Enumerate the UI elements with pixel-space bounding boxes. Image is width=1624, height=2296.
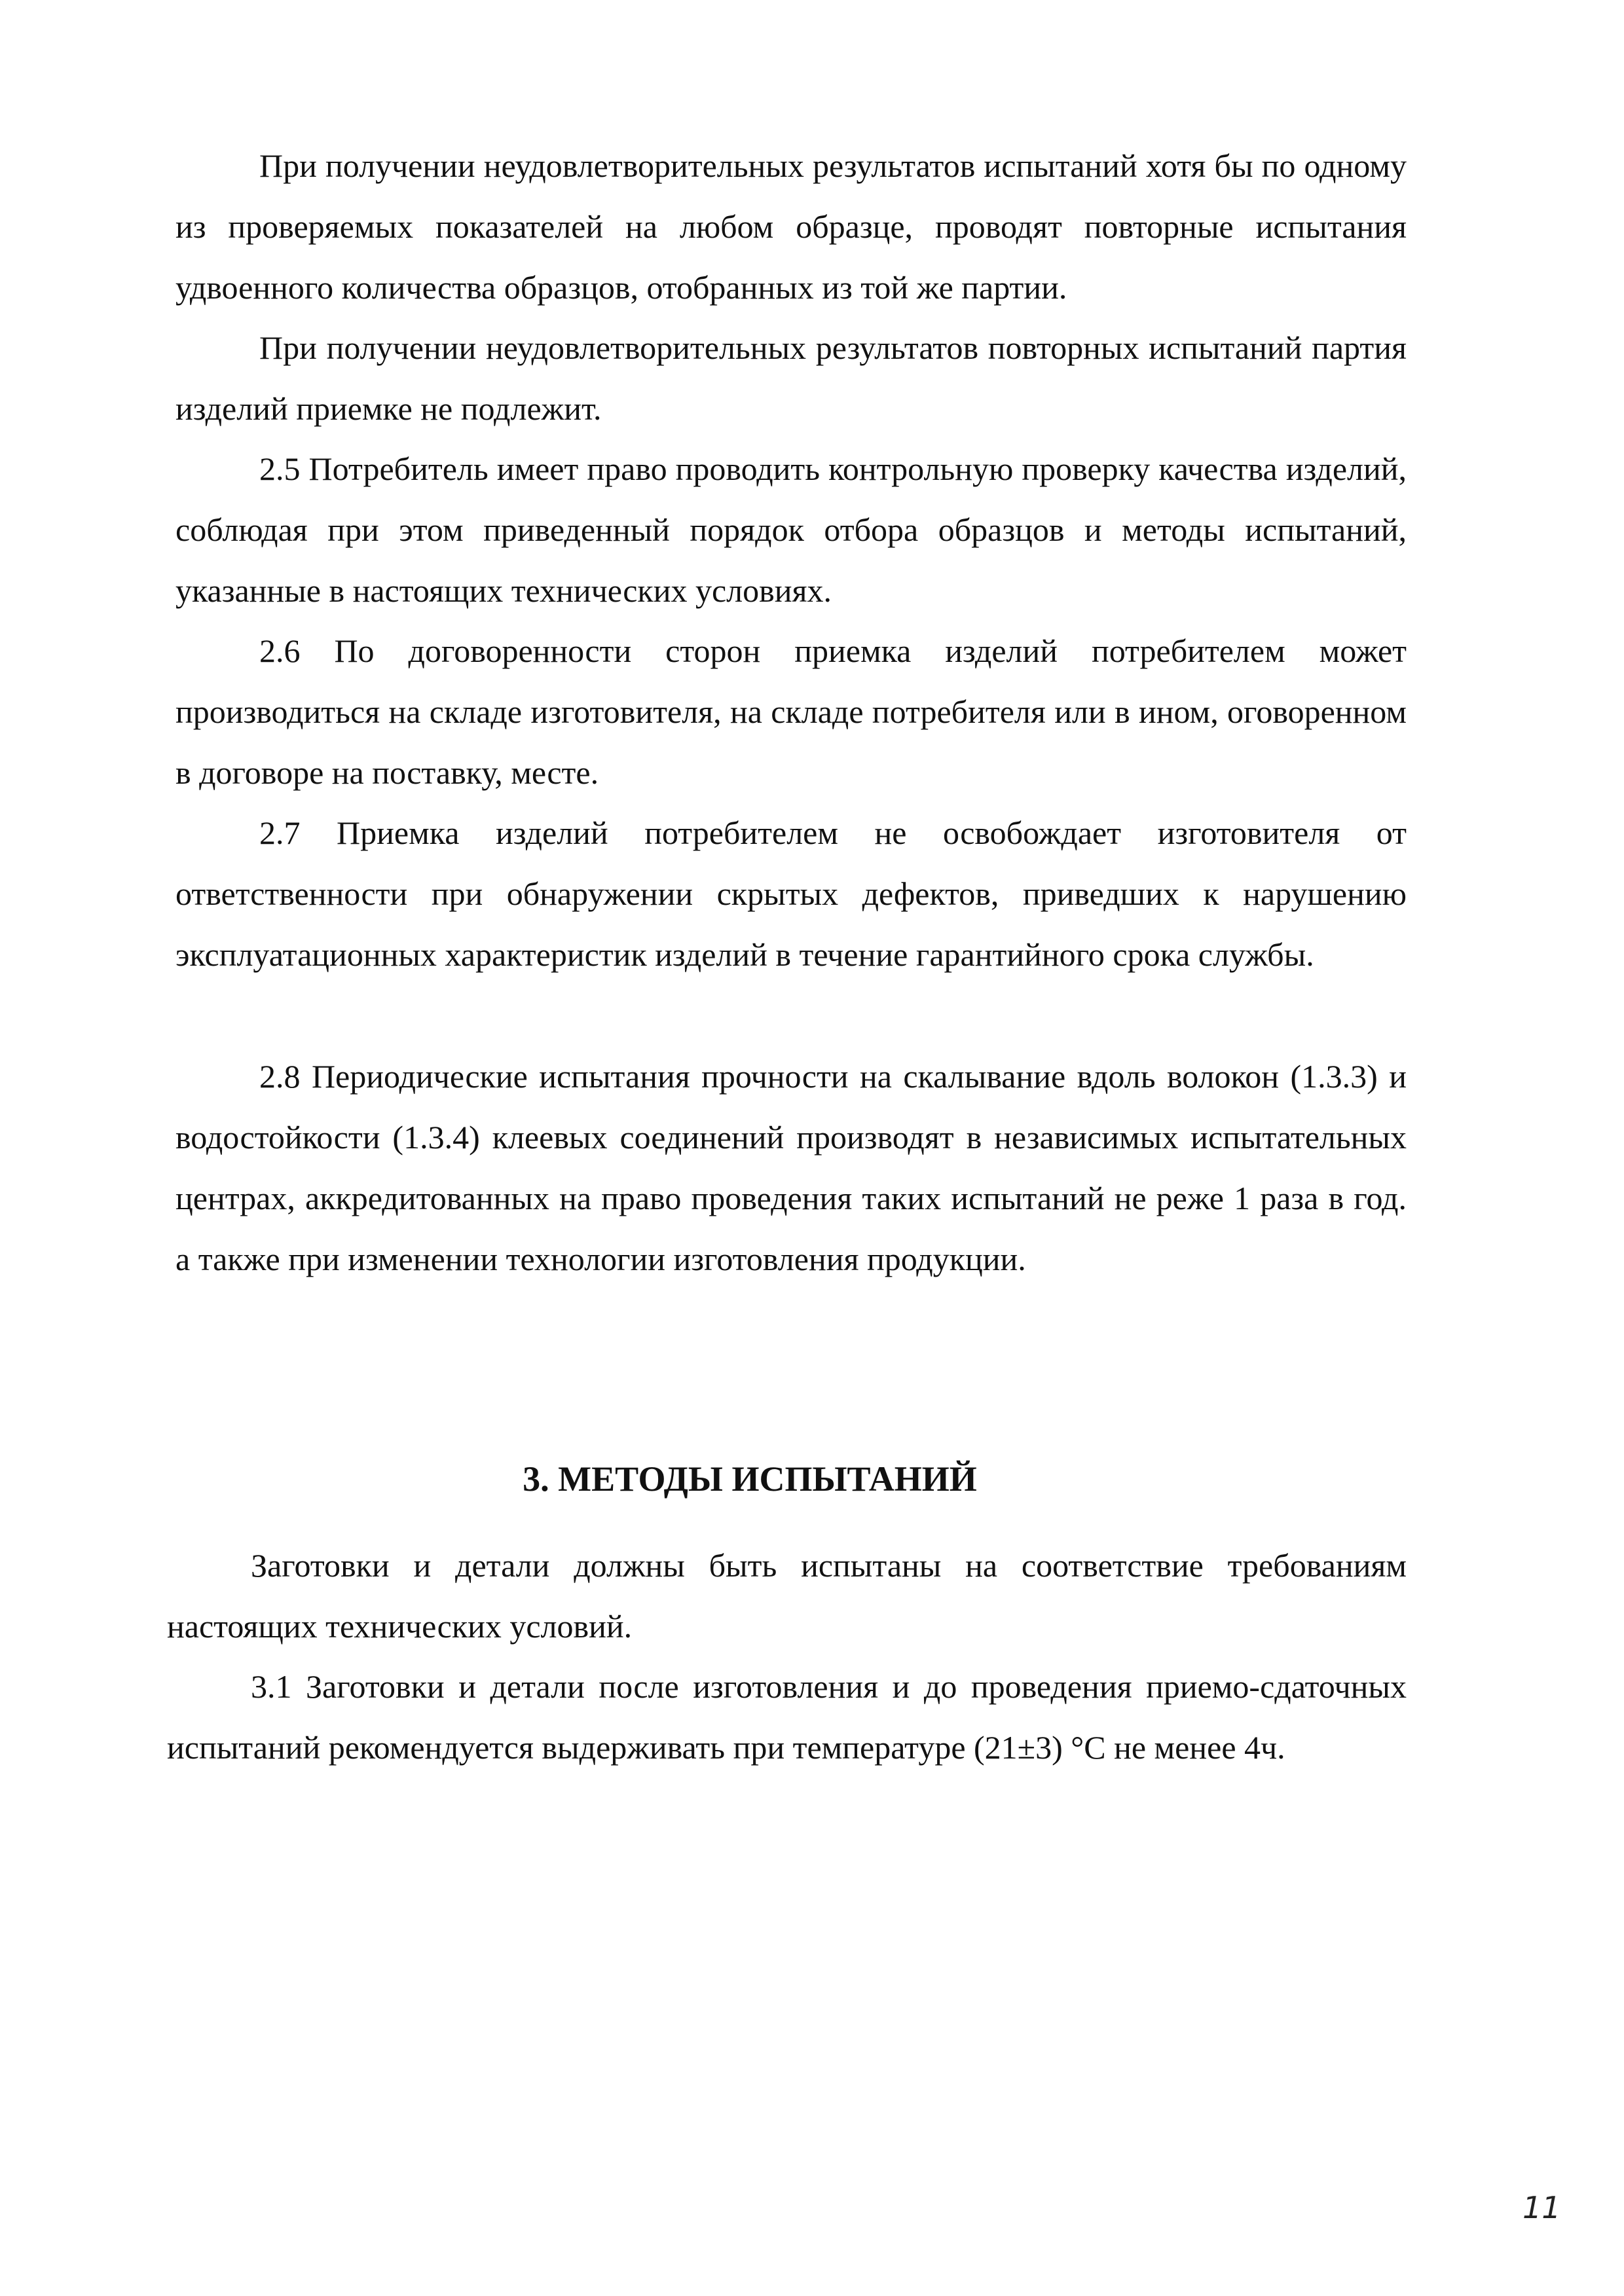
paragraph-2-5: 2.5 Потребитель имеет право проводить контрольную проверку качества изделий, соблюдая при этом приведенный порядок отбора образцов и методы испытаний, указанные в настоящих технических условиях. [175,450,1407,609]
paragraph-2-8: 2.8 Периодические испытания прочности на скалывание вдоль волокон (1.3.3) и водостойкости (1.3.4) клеевых соединений производят в независимых испытательных центрах, аккредитованных на право проведения таких испытаний не реже 1 раза в год. а также при изменении технологии изготовления продукции. [175,1058,1407,1277]
page-number: 11 [1522,2190,1561,2225]
paragraph-section-intro: Заготовки и детали должны быть испытаны на соответствие требованиям настоящих технических условий. [167,1547,1407,1645]
paragraph-3-1: 3.1 Заготовки и детали после изготовления и до проведения приемо-сдаточных испытаний рекомендуется выдерживать при температуре (21±3) °С не менее 4ч. [167,1668,1407,1766]
section-heading: 3. МЕТОДЫ ИСПЫТАНИЙ [523,1459,977,1499]
paragraph-2-7: 2.7 Приемка изделий потребителем не освобождает изготовителя от ответственности при обнаружении скрытых дефектов, приведших к нарушению эксплуатационных характеристик изделий в течение гарантийного срока службы. [175,814,1407,973]
paragraph-batch-rejected: При получении неудовлетворительных результатов повторных испытаний партия изделий приемке не подлежит. [175,329,1407,427]
paragraph-2-6: 2.6 По договоренности сторон приемка изделий потребителем может производиться на складе изготовителя, на складе потребителя или в ином, оговоренном в договоре на поставку, месте. [175,632,1407,791]
paragraph-repeat-tests: При получении неудовлетворительных результатов испытаний хотя бы по одному из проверяемых показателей на любом образце, проводят повторные испытания удвоенного количества образцов, отобранных из той же партии. [175,147,1407,306]
